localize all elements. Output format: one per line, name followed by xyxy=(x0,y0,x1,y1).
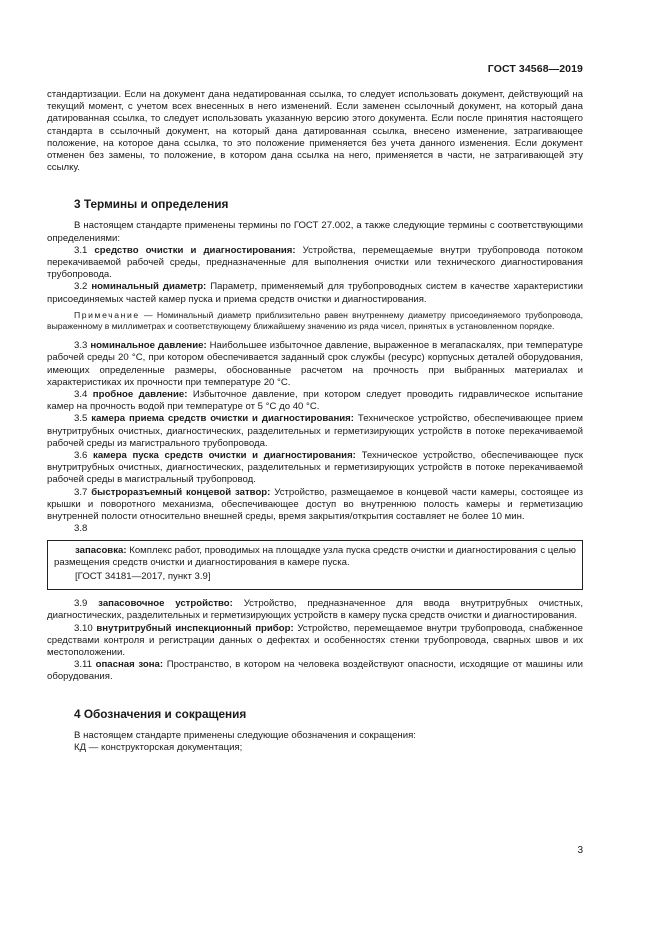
term-3-4 xyxy=(47,389,583,413)
term-name: камера приема средств очистки и диагностирования: xyxy=(91,413,354,425)
term-definition: Пространство, в котором на человека воздействуют опасности, исходящие от машины или оборудования. xyxy=(47,659,584,683)
term-definition: Комплекс работ, проводимых на площадке узла пуска средств очистки и диагностирования с целью размещения средств очистки и диагностирования в камере пуска. xyxy=(54,544,576,568)
term-name: запасовочное устройство: xyxy=(98,598,233,610)
term-definition: Наибольшее избыточное давление, выраженное в мегапаскалях, при температуре рабочей среды 20 °С, при котором обеспечивается заданный срок службы (ресурс) корпусных деталей оборудования, имеющих определенные размеры, обоснованные расчетом на прочность при выбранных материалах и характеристиках их прочности при температуре 20 °С. xyxy=(47,340,583,388)
note-3-2 xyxy=(47,310,583,332)
term-3-8-reference: [ГОСТ 34181—2017, пункт 3.9] xyxy=(75,570,211,582)
term-name: опасная зона: xyxy=(95,659,164,671)
term-name: запасовка: xyxy=(75,544,127,556)
term-name: пробное давление: xyxy=(92,389,188,401)
term-number: 3.10 xyxy=(74,622,93,634)
term-3-5 xyxy=(47,413,583,450)
intro-paragraph: стандартизации. Если на документ дана недатированная ссылка, то следует использовать документ, действующий на текущий момент, с учетом всех внесенных в него изменений. Если заменен ссылочный документ, на который дана датированная ссылка, то следует использовать указанную версию этого документа. Если после принятия настоящего стандарта в ссылочный документ, на который дана датированная ссылка, внесено изменение, затрагивающее положение, на которое дана ссылка, то это положение применяется без учета данного изменения. Если документ отменен без замены, то положение, в котором дана ссылка на него, применяется в части, не затрагивающей эту ссылку. xyxy=(47,89,583,174)
term-3-7 xyxy=(47,487,583,524)
note-label: Примечание xyxy=(74,309,140,320)
term-name: номинальный диаметр: xyxy=(91,281,207,293)
term-3-8-box xyxy=(47,540,583,591)
term-number: 3.4 xyxy=(74,389,88,401)
section-3-title: 3 Термины и определения xyxy=(74,197,229,212)
term-definition: Техническое устройство, обеспечивающее пуск внутритрубных очистных, диагностических, разделительных и герметизирующих устройств в потоке перекачиваемой рабочей среды в магистральный трубопровод. xyxy=(47,450,584,486)
term-number: 3.11 xyxy=(74,659,92,671)
term-3-2 xyxy=(47,281,583,305)
term-3-8-number: 3.8 xyxy=(74,523,88,535)
term-3-11 xyxy=(47,659,583,683)
page-number: 3 xyxy=(577,845,583,856)
term-definition: Параметр, применяемый для трубопроводных систем в качестве характеристики присоединяемых частей камер пуска и приема средств очистки и диагностирования. xyxy=(47,281,583,305)
term-3-10 xyxy=(47,623,583,660)
section-4-title: 4 Обозначения и сокращения xyxy=(74,706,247,721)
abbreviation-kd: КД — конструкторская документация; xyxy=(74,741,243,753)
term-number: 3.6 xyxy=(74,450,88,462)
term-number: 3.2 xyxy=(74,281,88,293)
note-text: — Номинальный диаметр приблизительно равен внутреннему диаметру присоединяемого трубопровода, выраженному в миллиметрах и соответствующему ближайшему значению из ряда чисел, принятых в установленном порядке. xyxy=(47,309,584,332)
term-definition: Устройство, перемещаемое внутри трубопровода, снабженное средствами контроля и регистрации данных о дефектах и особенностях стенки трубопровода, сварных швов и их местоположении. xyxy=(47,622,584,658)
section-4-lead: В настоящем стандарте применены следующие обозначения и сокращения: xyxy=(74,729,416,741)
term-definition: Устройства, перемещаемые внутри трубопровода потоком перекачиваемой рабочей среды, предназначенные для выполнения очистки или технического диагностирования трубопровода. xyxy=(47,244,583,281)
term-definition: Техническое устройство, обеспечивающее прием внутритрубных очистных, диагностических, разделительных и герметизирующих устройств в потоке перекачиваемой рабочей среды из магистрального трубопровода. xyxy=(47,413,583,449)
term-name: быстроразъемный концевой затвор: xyxy=(91,486,271,498)
term-name: номинальное давление: xyxy=(90,340,207,352)
term-name: камера пуска средств очистки и диагностирования: xyxy=(93,450,356,462)
term-3-1 xyxy=(47,245,583,282)
term-3-9 xyxy=(47,598,583,622)
term-3-8 xyxy=(54,545,576,569)
term-number: 3.5 xyxy=(74,413,88,425)
term-name: средство очистки и диагностирования: xyxy=(94,244,296,256)
term-number: 3.9 xyxy=(74,598,88,610)
term-name: внутритрубный инспекционный прибор: xyxy=(96,622,294,634)
term-number: 3.7 xyxy=(74,486,88,498)
document-code-header: ГОСТ 34568—2019 xyxy=(487,63,583,75)
term-number: 3.1 xyxy=(74,244,88,256)
term-number: 3.3 xyxy=(74,340,88,352)
term-definition: Устройство, предназначенное для ввода внутритрубных очистных, диагностических, разделительных и герметизирующих устройств в камеру пуска средств очистки и диагностирования. xyxy=(47,598,583,622)
page-content xyxy=(47,89,583,754)
term-3-6 xyxy=(47,450,583,487)
term-definition: Устройство, размещаемое в концевой части камеры, состоящее из крышки и поворотного механизма, обеспечивающее доступ во внутреннюю полость камеры и герметизацию внутренней полости относительно внешней среды, время закрытия/открытия составляет не более 10 мин. xyxy=(47,486,583,523)
term-3-3 xyxy=(47,340,583,389)
term-definition: Избыточное давление, при котором следует проводить гидравлическое испытание камер на прочность водой при температуре от 5 °С до 40 °С. xyxy=(47,389,584,413)
section-3-lead: В настоящем стандарте применены термины по ГОСТ 27.002, а также следующие термины с соответствующими определениями: xyxy=(47,220,583,244)
